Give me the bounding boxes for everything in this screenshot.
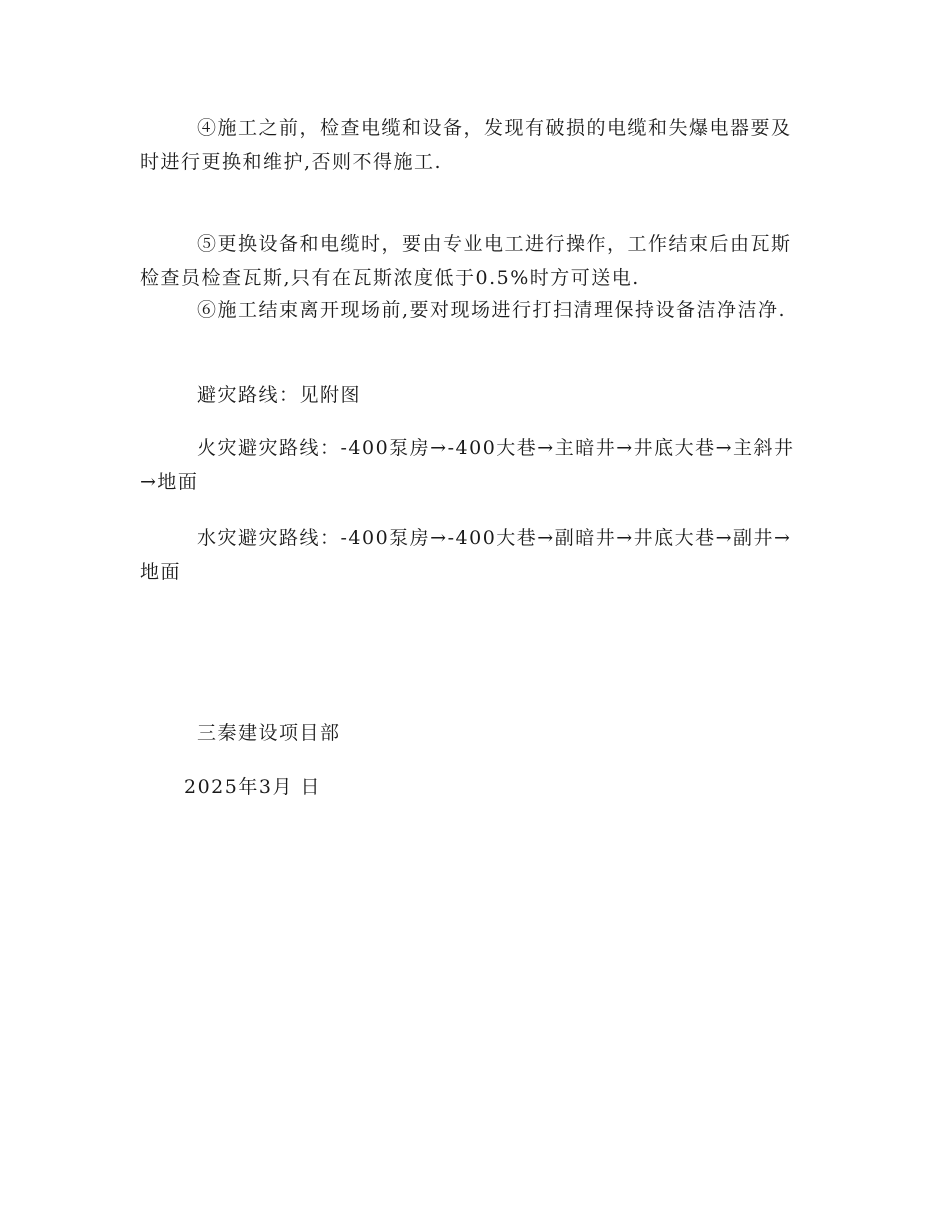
water-escape-route: 水灾避灾路线：-400泵房→-400大巷→副暗井→井底大巷→副井→地面 <box>140 527 792 583</box>
paragraph-item-4: ④施工之前，检查电缆和设备，发现有破损的电缆和失爆电器要及时进行更换和维护,否则不得施工. <box>140 117 792 173</box>
paragraph-item-5: ⑤更换设备和电缆时，要由专业电工进行操作，工作结束后由瓦斯检查员检查瓦斯,只有在瓦斯浓度低于0.5%时方可送电. <box>140 233 792 289</box>
escape-route-heading: 避灾路线：见附图 <box>197 384 362 406</box>
paragraph-item-6: ⑥施工结束离开现场前,要对现场进行打扫清理保持设备洁净洁净. <box>197 299 787 321</box>
signature-organization: 三秦建设项目部 <box>197 722 341 744</box>
fire-escape-route: 火灾避灾路线：-400泵房→-400大巷→主暗井→井底大巷→主斜井→地面 <box>140 437 795 493</box>
signature-date: 2025年3月 日 <box>184 776 321 798</box>
